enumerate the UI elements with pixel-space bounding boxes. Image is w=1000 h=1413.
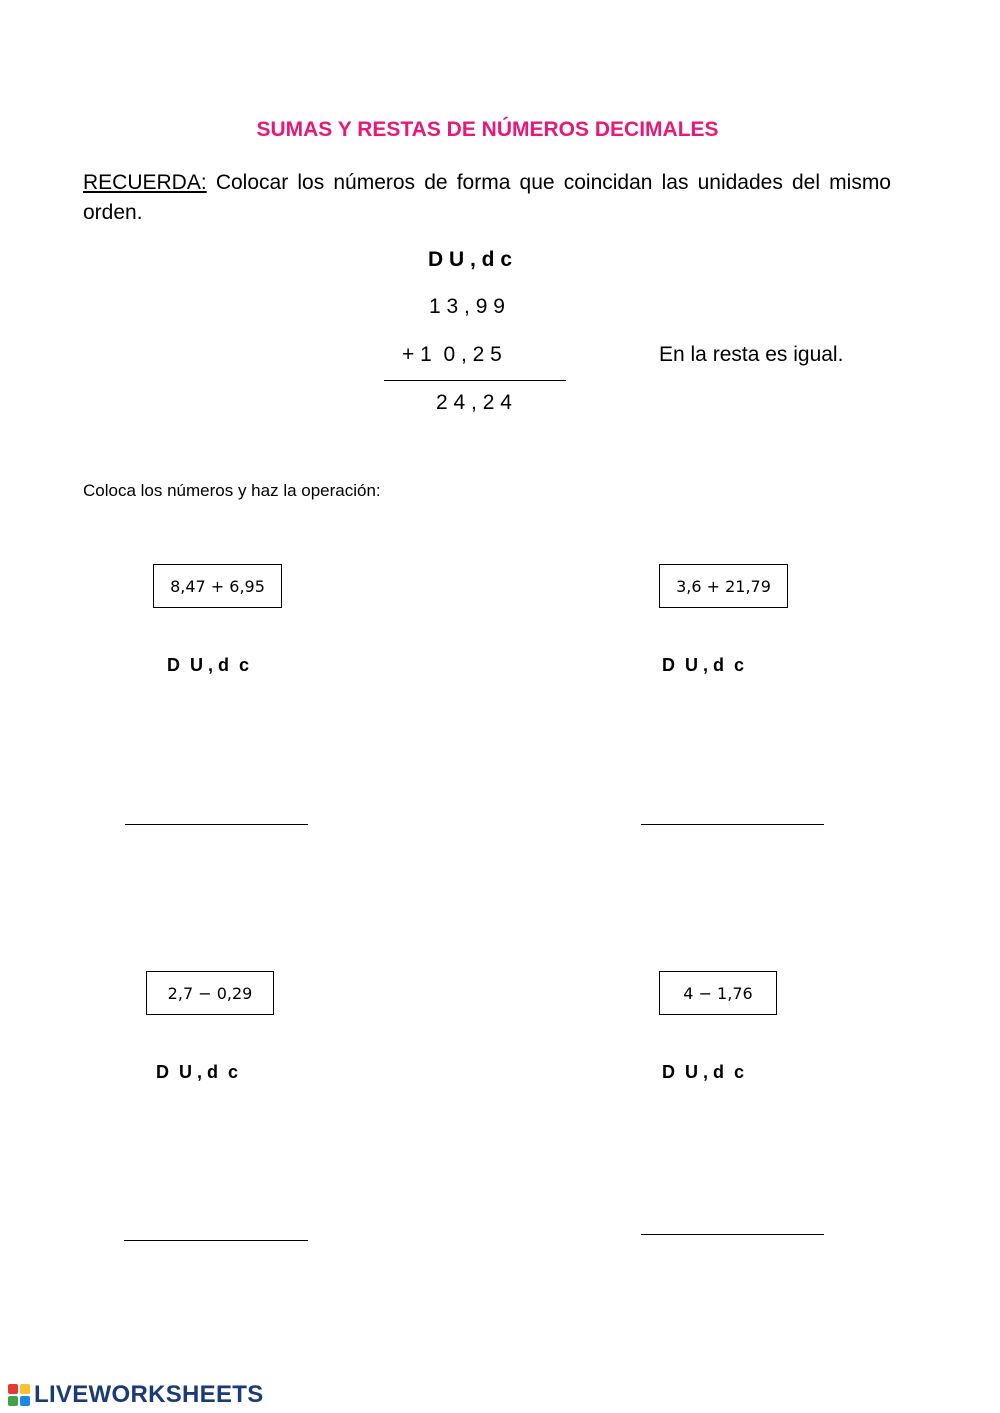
- example-column-header: D U , d c: [428, 248, 513, 271]
- example-row-2: + 1 0 , 2 5: [402, 343, 502, 366]
- exercise-2-operation-box[interactable]: [659, 564, 788, 608]
- exercise-3-column-header: D U , d c: [156, 1062, 239, 1082]
- liveworksheets-logo[interactable]: [8, 1381, 264, 1409]
- example-note: En la resta es igual.: [659, 343, 844, 366]
- exercise-2-operation: 3,6 + 21,79: [676, 576, 771, 596]
- example-row-1: 1 3 , 9 9: [429, 295, 505, 318]
- reminder-paragraph: [83, 168, 891, 228]
- liveworksheets-logo-icon: [8, 1384, 30, 1406]
- exercise-1-operation: 8,47 + 6,95: [170, 576, 265, 596]
- reminder-label: RECUERDA:: [83, 171, 207, 194]
- exercise-1-column-header: D U , d c: [167, 655, 250, 675]
- exercise-2-answer-line[interactable]: [641, 824, 824, 825]
- exercise-4-operation-box[interactable]: [659, 971, 777, 1015]
- exercise-1-operation-box[interactable]: [153, 564, 282, 608]
- exercise-1-answer-line[interactable]: [125, 824, 308, 825]
- exercise-4-answer-line[interactable]: [641, 1234, 824, 1235]
- page-title: SUMAS Y RESTAS DE NÚMEROS DECIMALES: [256, 118, 719, 141]
- example-result: 2 4 , 2 4: [436, 391, 512, 414]
- exercise-2-column-header: D U , d c: [662, 655, 745, 675]
- logo-text: LIVEWORKSHEETS: [34, 1381, 264, 1408]
- instruction-text: Coloca los números y haz la operación:: [83, 481, 381, 500]
- example-sum-line: [384, 380, 566, 381]
- exercise-3-answer-line[interactable]: [124, 1240, 308, 1241]
- exercise-4-column-header: D U , d c: [662, 1062, 745, 1082]
- reminder-text: Colocar los números de forma que coincidan las unidades del mismo orden.: [83, 171, 891, 224]
- exercise-4-operation: 4 − 1,76: [683, 983, 753, 1003]
- exercise-3-operation: 2,7 − 0,29: [167, 983, 253, 1003]
- exercise-3-operation-box[interactable]: [146, 971, 274, 1015]
